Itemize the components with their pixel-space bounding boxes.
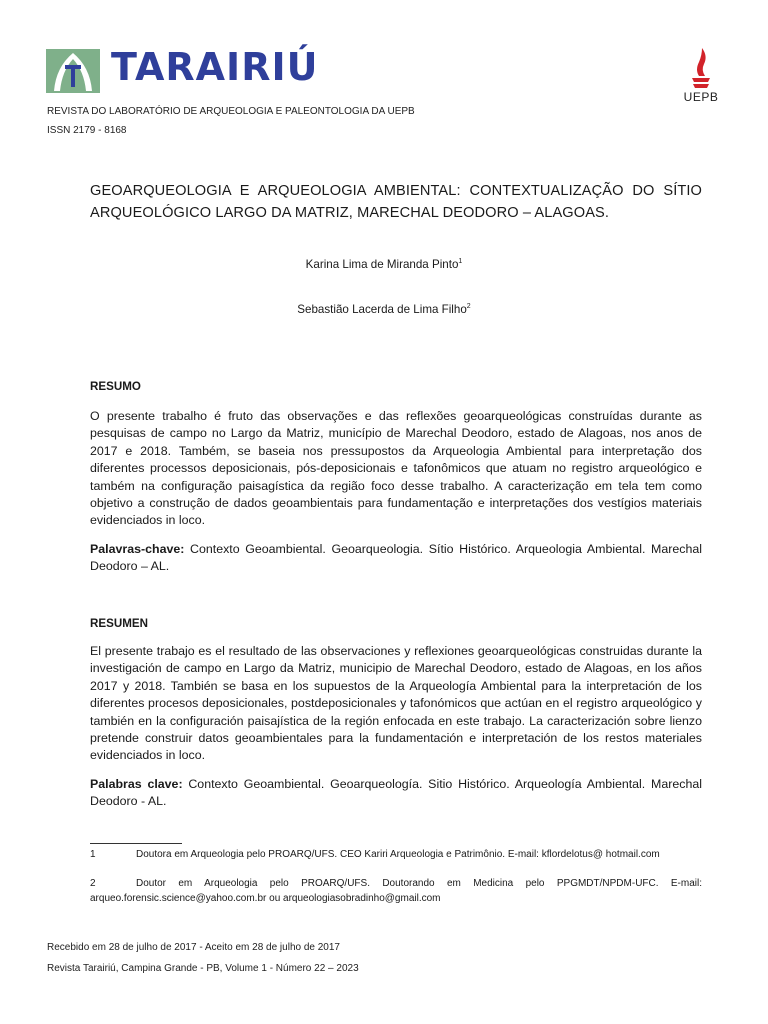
resumo-paragraph: O presente trabalho é fruto das observações e das reflexões geoarqueológicas construídas durante as pesquisas de campo no Largo da Matriz, município de Marechal Deodoro, estado de Alagoas, nos anos de 2017 e 2018. Também, se baseia nos pressupostos da Arqueologia Ambiental para interpretação dos diferentes processos deposicionais, pós-deposicionais e tafonômicos que atuam no registro arqueológico e também na configuração paisagística da região foco desse trabalho. A caracterização em tela tem como objetivo a construção de dados geoambientais para fundamentação e interpretações dos vestígios materiais evidenciados in loco. bbox=[90, 409, 702, 528]
footnote-mark: 1 bbox=[458, 258, 463, 266]
resumo-heading: RESUMO bbox=[90, 380, 141, 393]
author-1 bbox=[0, 258, 768, 271]
footnote-divider bbox=[90, 843, 182, 844]
resumen-heading: RESUMEN bbox=[90, 617, 148, 630]
tarairiu-logo-icon bbox=[46, 49, 100, 93]
issn: ISSN 2179 - 8168 bbox=[47, 125, 127, 136]
journal-subtitle: REVISTA DO LABORATÓRIO DE ARQUEOLOGIA E PALEONTOLOGIA DA UEPB bbox=[47, 106, 415, 117]
resumo-keywords bbox=[90, 541, 702, 576]
footnote-number: 1 bbox=[90, 849, 96, 860]
uepb-logo-text: UEPB bbox=[683, 90, 719, 104]
keywords-label: Palabras clave: bbox=[90, 777, 183, 791]
resumen-paragraph: El presente trabajo es el resultado de las observaciones y reflexiones geoarqueológicas construidas durante la investigación de campo en Largo da Matriz, municipio de Marechal Deodoro, estado de Alagoas, en los años 2017 y 2018. También se basa en los supuestos de la Arqueología Ambiental para la interpretación de los diferentes procesos deposicionales, postdeposicionales y tafonómicos que actúan en el registro arqueológico y también en la configuración paisajística de la región enfocada en este trabajo. La caracterización sobre lienzo pretende construir datos geoambientales para la fundamentación e interpretación de los restos materiales evidenciados in loco. bbox=[90, 644, 702, 763]
footnote-mark: 2 bbox=[466, 303, 471, 311]
author-name: Sebastião Lacerda de Lima Filho bbox=[297, 303, 467, 316]
footnote-1 bbox=[90, 847, 702, 862]
author-2 bbox=[0, 303, 768, 316]
keywords-text: Contexto Geoambiental. Geoarqueologia. Sítio Histórico. Arqueologia Ambiental. Marechal Deodoro – AL. bbox=[90, 542, 702, 574]
footnote-number: 2 bbox=[90, 878, 96, 889]
received-date: Recebido em 28 de julho de 2017 - Aceito em 28 de julho de 2017 bbox=[47, 942, 340, 953]
article-title: GEOARQUEOLOGIA E ARQUEOLOGIA AMBIENTAL: CONTEXTUALIZAÇÃO DO SÍTIO ARQUEOLÓGICO LARGO DA MATRIZ, MARECHAL DEODORO – ALAGOAS. bbox=[90, 183, 702, 221]
resumen-keywords bbox=[90, 776, 702, 811]
footnote-text: Doutora em Arqueologia pelo PROARQ/UFS. CEO Kariri Arqueologia e Patrimônio. E-mail: kflordelotus@ hotmail.com bbox=[136, 849, 660, 860]
keywords-label: Palavras-chave: bbox=[90, 542, 185, 556]
keywords-text: Contexto Geoambiental. Geoarqueología. Sitio Histórico. Arqueología Ambiental. Marechal Deodoro - AL. bbox=[90, 777, 702, 809]
footnote-text: Doutor em Arqueologia pelo PROARQ/UFS. Doutorando em Medicina pelo PPGMDT/NPDM-UFC. E-mail: arqueo.forensic.science@yahoo.com.br ou arqueologiasobradinho@gmail.com bbox=[90, 878, 702, 904]
journal-logo-name: TARAIRIÚ bbox=[111, 45, 319, 89]
journal-citation: Revista Tarairiú, Campina Grande - PB, Volume 1 - Número 22 – 2023 bbox=[47, 963, 359, 974]
footnote-2 bbox=[90, 876, 702, 906]
author-name: Karina Lima de Miranda Pinto bbox=[305, 258, 459, 271]
